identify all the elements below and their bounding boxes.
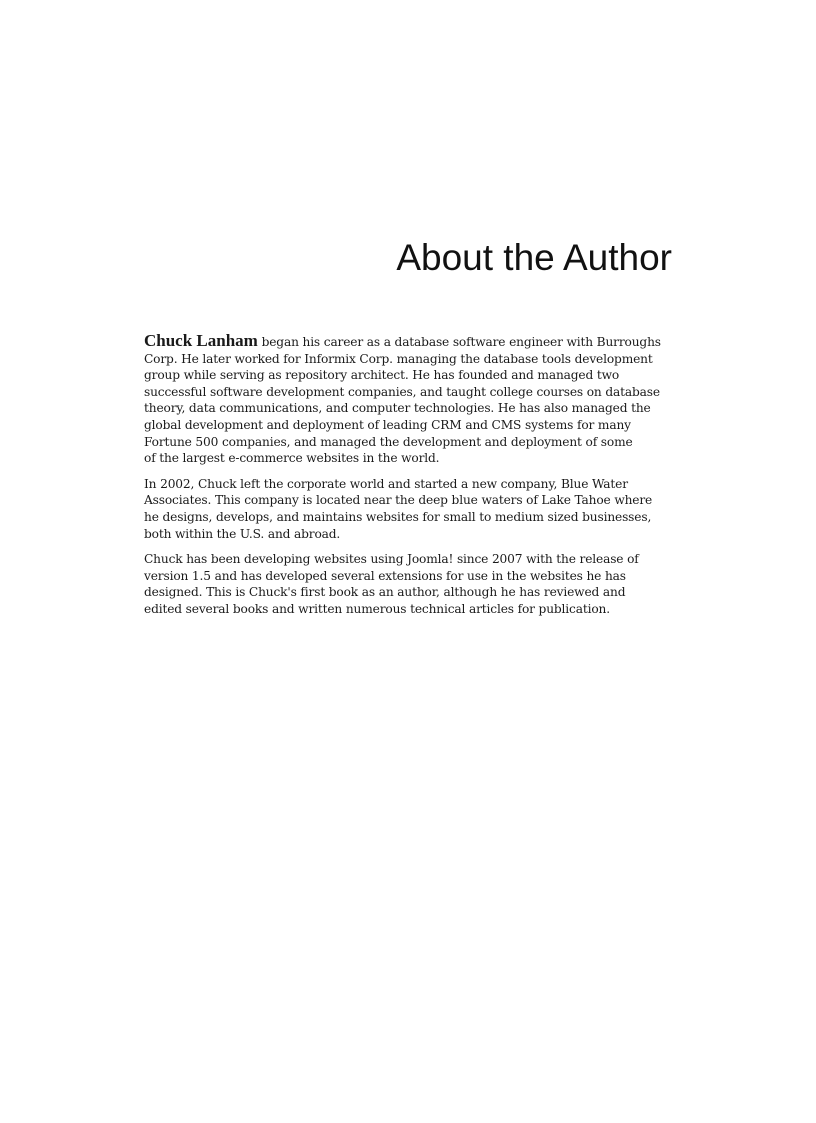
author-bio (144, 333, 672, 627)
author-name: Chuck Lanham (144, 331, 258, 350)
bio-line: both within the U.S. and abroad. (144, 526, 341, 541)
bio-line: Associates. This company is located near the deep blue waters of Lake Tahoe where (144, 493, 653, 508)
bio-paragraph-1 (144, 333, 672, 467)
bio-line: version 1.5 and has developed several extensions for use in the websites he has (144, 568, 626, 583)
bio-line (144, 333, 672, 351)
bio-text: began his career as a database software engineer with Burroughs (257, 335, 661, 349)
bio-line: Chuck has been developing websites using Joomla! since 2007 with the release of (144, 552, 639, 567)
bio-line: he designs, develops, and maintains websites for small to medium sized businesses, (144, 509, 652, 524)
bio-line: group while serving as repository architect. He has founded and managed two (144, 368, 620, 383)
bio-line: theory, data communications, and computer technologies. He has also managed the (144, 401, 651, 416)
bio-line: successful software development companies, and taught college courses on database (144, 384, 660, 399)
bio-line: edited several books and written numerous technical articles for publication. (144, 601, 610, 616)
bio-paragraph-3 (144, 551, 672, 617)
bio-line: Fortune 500 companies, and managed the development and deployment of some (144, 434, 633, 449)
bio-line: global development and deployment of leading CRM and CMS systems for many (144, 417, 631, 432)
bio-line: In 2002, Chuck left the corporate world and started a new company, Blue Water (144, 476, 628, 491)
bio-line: designed. This is Chuck's first book as an author, although he has reviewed and (144, 585, 626, 600)
bio-paragraph-2 (144, 476, 672, 542)
bio-line: of the largest e-commerce websites in the world. (144, 451, 440, 466)
page-title: About the Author (396, 237, 672, 278)
bio-line: Corp. He later worked for Informix Corp. managing the database tools development (144, 351, 653, 366)
